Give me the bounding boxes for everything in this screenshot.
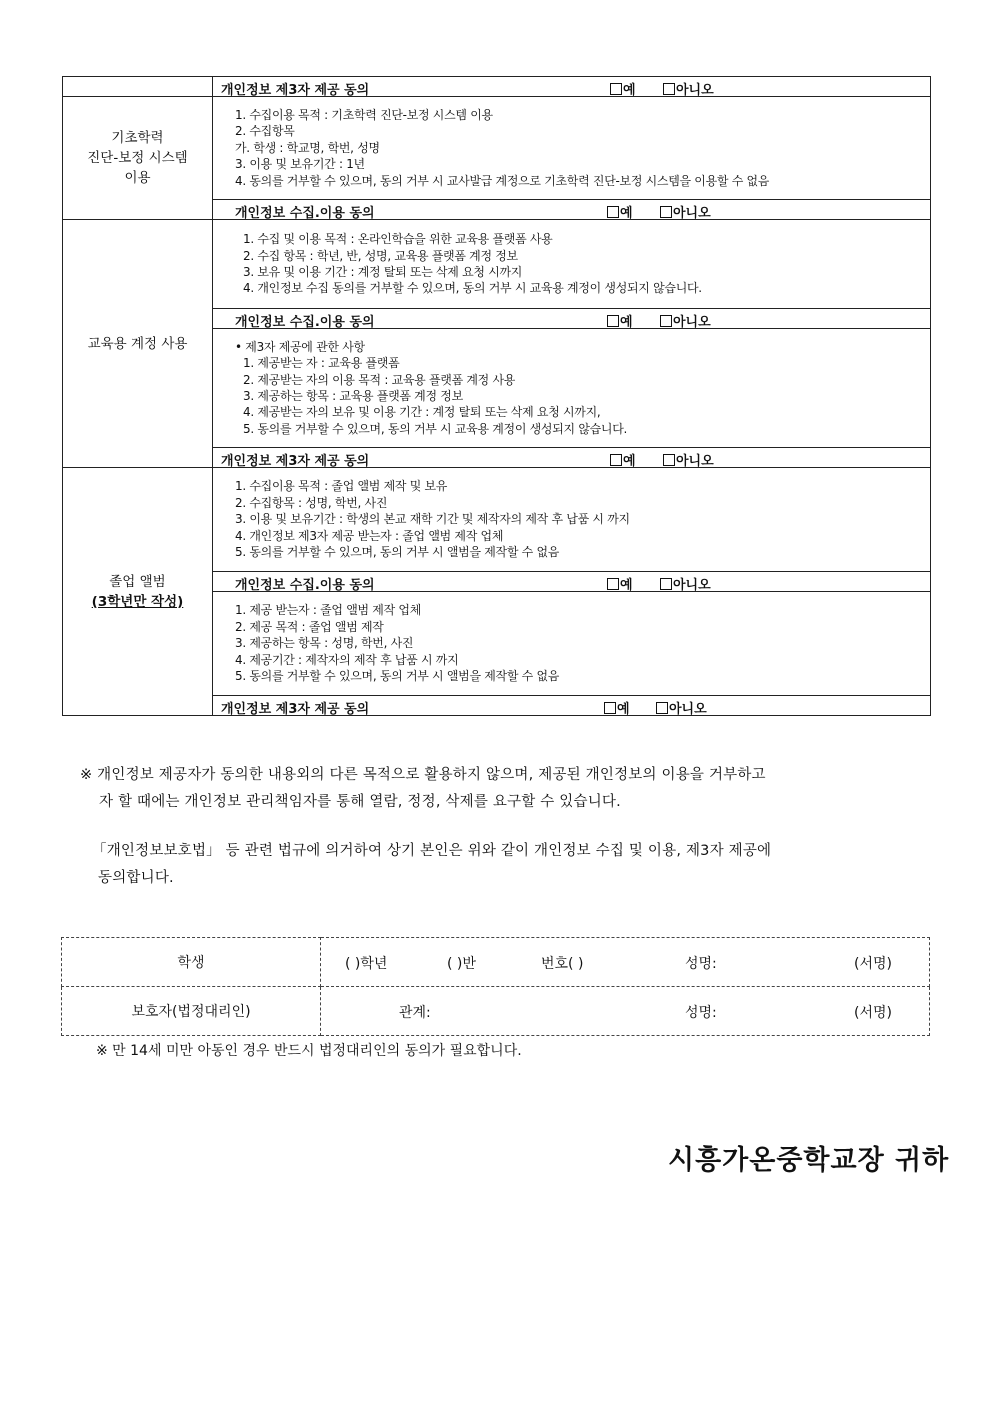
checkbox-icon[interactable] — [656, 702, 668, 714]
blank-label-cell — [63, 77, 213, 97]
consent-statement: 「개인정보보호법」 등 관련 법규에 의거하여 상기 본인은 위와 같이 개인정보 수집 및 이용, 제3자 제공에 동의합니다. — [92, 843, 772, 886]
no-option[interactable]: 아니오 — [660, 574, 711, 593]
no-option[interactable]: 아니오 — [663, 450, 714, 469]
list-item: 4. 개인정보 제3자 제공 받는자 : 졸업 앨범 제작 업체 — [235, 528, 504, 543]
student-sign-field[interactable]: (서명) — [854, 956, 892, 972]
guardian-name-field[interactable]: 성명: — [685, 1005, 717, 1021]
yes-option[interactable]: 예 — [610, 450, 636, 469]
list-item: 2. 제공 목적 : 졸업 앨범 제작 — [235, 619, 384, 634]
list-item: 5. 동의를 거부할 수 있으며, 동의 거부 시 앨범을 제작할 수 없음 — [235, 545, 560, 560]
checkbox-icon[interactable] — [660, 578, 672, 590]
class-field[interactable]: ( )반 — [447, 956, 476, 972]
grade-field[interactable]: ( )학년 — [345, 956, 388, 972]
agree-cell — [213, 572, 931, 592]
list-item: 2. 제공받는 자의 이용 목적 : 교육용 플랫폼 계정 사용 — [243, 372, 516, 387]
list-item: 4. 제공기간 : 제작자의 제작 후 납품 시 까지 — [235, 652, 459, 667]
relation-field[interactable]: 관계: — [399, 1005, 431, 1021]
list-item: 2. 수집항목 : 성명, 학번, 사진 — [235, 495, 388, 510]
album-collect-list — [213, 468, 931, 572]
yes-option[interactable]: 예 — [607, 574, 633, 593]
edu-collect-row — [63, 220, 931, 309]
guardian-sign-field[interactable]: (서명) — [854, 1005, 892, 1021]
yes-option[interactable]: 예 — [610, 79, 636, 98]
agree-cell — [213, 200, 931, 220]
list-item: 4. 제공받는 자의 보유 및 이용 기간 : 계정 탈퇴 또는 삭제 요청 시까지, — [243, 405, 601, 420]
yes-option[interactable]: 예 — [607, 202, 633, 221]
agree-cell — [213, 77, 931, 97]
agree-cell — [213, 448, 931, 468]
list-item: 1. 수집이용 목적 : 기초학력 진단-보정 시스템 이용 — [235, 107, 493, 122]
consent-table — [62, 76, 931, 716]
guardian-row — [62, 987, 930, 1036]
no-option[interactable]: 아니오 — [660, 202, 711, 221]
checkbox-icon[interactable] — [663, 454, 675, 466]
signature-table — [61, 937, 930, 1036]
checkbox-icon[interactable] — [607, 315, 619, 327]
checkbox-icon[interactable] — [610, 454, 622, 466]
section-label-edu: 교육용 계정 사용 — [63, 220, 213, 468]
no-option[interactable]: 아니오 — [656, 698, 707, 717]
checkbox-icon[interactable] — [660, 315, 672, 327]
basic-detail-row — [63, 97, 931, 200]
list-item: 1. 수집이용 목적 : 졸업 앨범 제작 및 보유 — [235, 479, 448, 494]
guardian-label: 보호자(법정대리인) — [62, 987, 321, 1036]
list-item: 3. 이용 및 보유기간 : 학생의 본교 재학 기간 및 제작자의 제작 후 납품 시 까지 — [235, 512, 630, 527]
list-item: 3. 제공하는 항목 : 교육용 플랫폼 계정 정보 — [243, 389, 463, 403]
list-item: 4. 동의를 거부할 수 있으며, 동의 거부 시 교사발급 계정으로 기초학력 진단-보정 시스템을 이용할 수 없음 — [235, 173, 770, 188]
student-row — [62, 938, 930, 987]
yes-option[interactable]: 예 — [607, 311, 633, 330]
addressee: 시흥가온중학교장 귀하 — [668, 1145, 950, 1176]
list-item: 3. 이용 및 보유기간 : 1년 — [235, 157, 365, 172]
agree-row-third-party-top — [63, 77, 931, 97]
album-third-list — [213, 592, 931, 696]
agree-cell — [213, 696, 931, 716]
agree-cell — [213, 309, 931, 329]
agree-label: 개인정보 제3자 제공 동의 — [221, 454, 370, 469]
list-item: 5. 동의를 거부할 수 있으며, 동의 거부 시 교육용 계정이 생성되지 않습니다. — [243, 421, 628, 436]
checkbox-icon[interactable] — [610, 83, 622, 95]
guardian-fields — [321, 987, 930, 1036]
agree-label: 개인정보 제3자 제공 동의 — [221, 702, 370, 717]
agree-label: 개인정보 수집.이용 동의 — [235, 578, 375, 593]
list-item: 1. 수집 및 이용 목적 : 온라인학습을 위한 교육용 플랫폼 사용 — [243, 232, 553, 247]
student-name-field[interactable]: 성명: — [685, 956, 717, 972]
album-note: (3학년만 작성) — [91, 593, 184, 610]
list-item: 3. 제공하는 항목 : 성명, 학번, 사진 — [235, 636, 414, 651]
agree-label: 개인정보 수집.이용 동의 — [235, 315, 375, 330]
edu-third-list — [213, 329, 931, 448]
checkbox-icon[interactable] — [604, 702, 616, 714]
number-field[interactable]: 번호( ) — [541, 956, 584, 972]
list-item: 3. 보유 및 이용 기간 : 계정 탈퇴 또는 삭제 요청 시까지 — [243, 265, 523, 279]
list-item: 1. 제공받는 자 : 교육용 플랫폼 — [243, 356, 400, 371]
no-option[interactable]: 아니오 — [663, 79, 714, 98]
student-label: 학생 — [62, 938, 321, 987]
list-item: 가. 학생 : 학교명, 학번, 성명 — [235, 140, 380, 155]
album-collect-row — [63, 468, 931, 572]
list-item: 1. 제공 받는자 : 졸업 앨범 제작 업체 — [235, 603, 421, 618]
edu-collect-list — [213, 220, 931, 309]
agree-label: 개인정보 수집.이용 동의 — [235, 206, 375, 221]
guardian-footnote: ※ 만 14세 미만 아동인 경우 반드시 법정대리인의 동의가 필요합니다. — [96, 1043, 522, 1059]
privacy-notice: ※ 개인정보 제공자가 동의한 내용외의 다른 목적으로 활용하지 않으며, 제공된 개인정보의 이용을 거부하고 자 할 때에는 개인정보 관리책임자를 통해 열람, 정정, 삭제를 요구할 수 있습니다. — [80, 767, 766, 810]
checkbox-icon[interactable] — [607, 578, 619, 590]
student-fields — [321, 938, 930, 987]
section-label-basic: 기초학력 진단-보정 시스템 이용 — [63, 97, 213, 220]
checkbox-icon[interactable] — [660, 206, 672, 218]
list-item: 2. 수집 항목 : 학년, 반, 성명, 교육용 플랫폼 계정 정보 — [243, 248, 518, 263]
list-item: 5. 동의를 거부할 수 있으며, 동의 거부 시 앨범을 제작할 수 없음 — [235, 669, 560, 684]
yes-option[interactable]: 예 — [604, 698, 630, 717]
section-label-album: 졸업 앨범 (3학년만 작성) — [63, 468, 213, 716]
no-option[interactable]: 아니오 — [660, 311, 711, 330]
list-item: 2. 수집항목 — [235, 124, 295, 139]
checkbox-icon[interactable] — [663, 83, 675, 95]
list-item: • 제3자 제공에 관한 사항 — [235, 339, 365, 354]
agree-label: 개인정보 제3자 제공 동의 — [221, 83, 370, 98]
checkbox-icon[interactable] — [607, 206, 619, 218]
list-item: 4. 개인정보 수집 동의를 거부할 수 있으며, 동의 거부 시 교육용 계정이 생성되지 않습니다. — [243, 281, 702, 296]
basic-detail-list — [213, 97, 931, 200]
